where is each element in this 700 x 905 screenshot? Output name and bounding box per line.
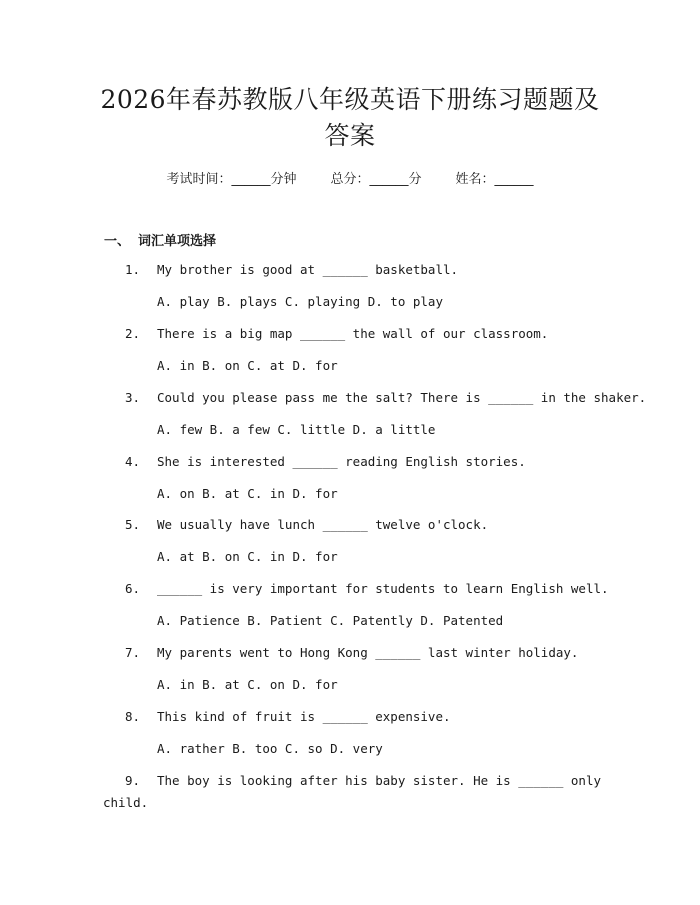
question-options: A. few B. a few C. little D. a little xyxy=(157,422,436,437)
question-options: A. rather B. too C. so D. very xyxy=(157,741,383,756)
score-blank: ______ xyxy=(369,172,409,187)
time-label: 考试时间： xyxy=(166,172,232,187)
question-number: 5. xyxy=(124,517,140,532)
question-number: 7. xyxy=(124,645,140,660)
question-text: She is interested ______ reading English stories. xyxy=(157,454,526,469)
document-title xyxy=(60,82,640,154)
question-number: 4. xyxy=(124,454,140,469)
question-text: My brother is good at ______ basketball. xyxy=(157,262,459,277)
section-heading xyxy=(104,230,216,249)
question-number: 9. xyxy=(124,773,140,788)
question-options: A. in B. at C. on D. for xyxy=(157,677,338,692)
question-number: 2. xyxy=(124,326,140,341)
question-text: The boy is looking after his baby sister. He is ______ only xyxy=(157,773,602,788)
section-number: 一、 xyxy=(104,234,131,249)
question-text: There is a big map ______ the wall of our classroom. xyxy=(157,326,549,341)
question-number: 1. xyxy=(124,262,140,277)
question-options: A. on B. at C. in D. for xyxy=(157,486,338,501)
question-options: A. play B. plays C. playing D. to play xyxy=(157,294,443,309)
title-line-1: 2026年春苏教版八年级英语下册练习题题及 xyxy=(100,85,600,114)
question-text: This kind of fruit is ______ expensive. xyxy=(157,709,451,724)
question-text: ______ is very important for students to learn English well. xyxy=(157,581,609,596)
question-options: A. at B. on C. in D. for xyxy=(157,549,338,564)
exam-info-line xyxy=(0,168,700,187)
question-options: A. Patience B. Patient C. Patently D. Patented xyxy=(157,613,504,628)
question-number: 8. xyxy=(124,709,140,724)
score-label: 总分： xyxy=(330,172,370,187)
question-continuation: child. xyxy=(103,795,149,810)
time-unit: 分钟 xyxy=(270,172,297,187)
question-number: 3. xyxy=(124,390,140,405)
name-blank: ______ xyxy=(494,172,534,187)
question-options: A. in B. on C. at D. for xyxy=(157,358,338,373)
question-text: My parents went to Hong Kong ______ last winter holiday. xyxy=(157,645,579,660)
score-unit: 分 xyxy=(408,172,422,187)
section-title: 词汇单项选择 xyxy=(138,234,217,249)
name-label: 姓名： xyxy=(455,172,495,187)
question-text: We usually have lunch ______ twelve o'clock. xyxy=(157,517,489,532)
time-blank: ______ xyxy=(231,172,271,187)
question-text: Could you please pass me the salt? There is ______ in the shaker. xyxy=(157,390,647,405)
question-number: 6. xyxy=(124,581,140,596)
title-line-2: 答案 xyxy=(324,121,376,150)
